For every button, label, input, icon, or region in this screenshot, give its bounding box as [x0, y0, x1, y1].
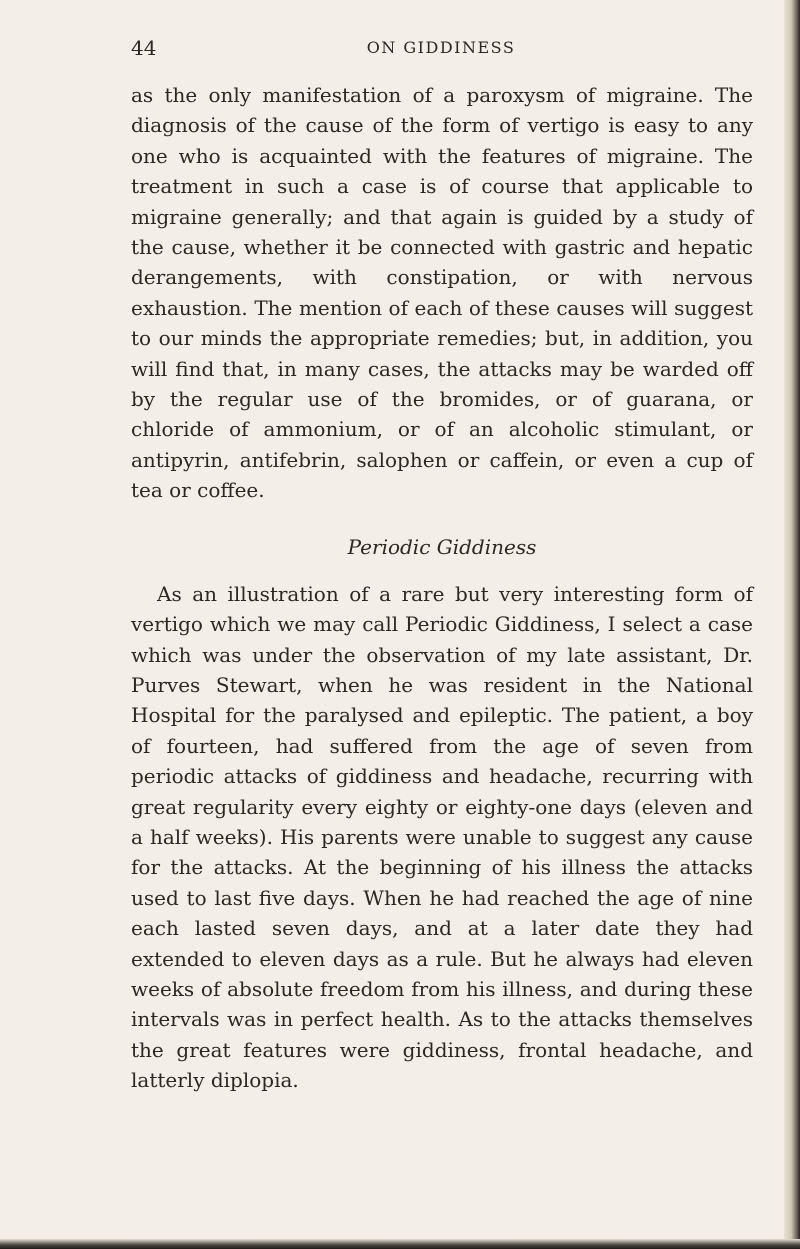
body-text — [131, 80, 753, 1096]
section-heading: Periodic Giddiness — [347, 534, 537, 559]
page-edge-shadow — [784, 0, 800, 1249]
paragraph-continuation: as the only manifestation of a paroxysm of migraine. The diagnosis of the cause of the form of vertigo is easy to any one who is acquainted with the features of migraine. The treatment in such a case is of course that applicable to migraine generally; and that again is guided by a study of the cause, whether it be connected with gastric and hepatic derangements, with constipation, or with nervous exhaustion. The mention of each of these causes will suggest to our minds the appropriate remedies; but, in addition, you will find that, in many cases, the attacks may be warded off by the regular use of the bromides, or of guarana, or chloride of ammonium, or of an alcoholic stimulant, or antipyrin, antifebrin, salophen or caffein, or even a cup of tea or coffee. — [131, 83, 753, 503]
running-head: ON GIDDINESS — [366, 38, 516, 57]
paragraph-periodic-giddiness: As an illustration of a rare but very interesting form of vertigo which we may call Periodic Giddiness, I select a case which was under the observation of my late assistant, Dr. Purves Stewart, when he was resident in the National Hospital for the paralysed and epileptic. The patient, a boy of fourteen, had suffered from the age of seven from periodic attacks of giddiness and headache, recurring with great regularity every eighty or eighty-one days (eleven and a half weeks). His parents were unable to suggest any cause for the attacks. At the beginning of his illness the attacks used to last five days. When he had reached the age of nine each lasted seven days, and at a later date they had extended to eleven days as a rule. But he always had eleven weeks of absolute freedom from his illness, and during these intervals was in perfect health. As to the attacks themselves the great features were giddiness, frontal headache, and latterly diplopia. — [131, 581, 753, 1093]
bottom-edge-shadow — [0, 1239, 800, 1249]
page-number: 44 — [131, 36, 157, 60]
page-header — [131, 36, 751, 66]
